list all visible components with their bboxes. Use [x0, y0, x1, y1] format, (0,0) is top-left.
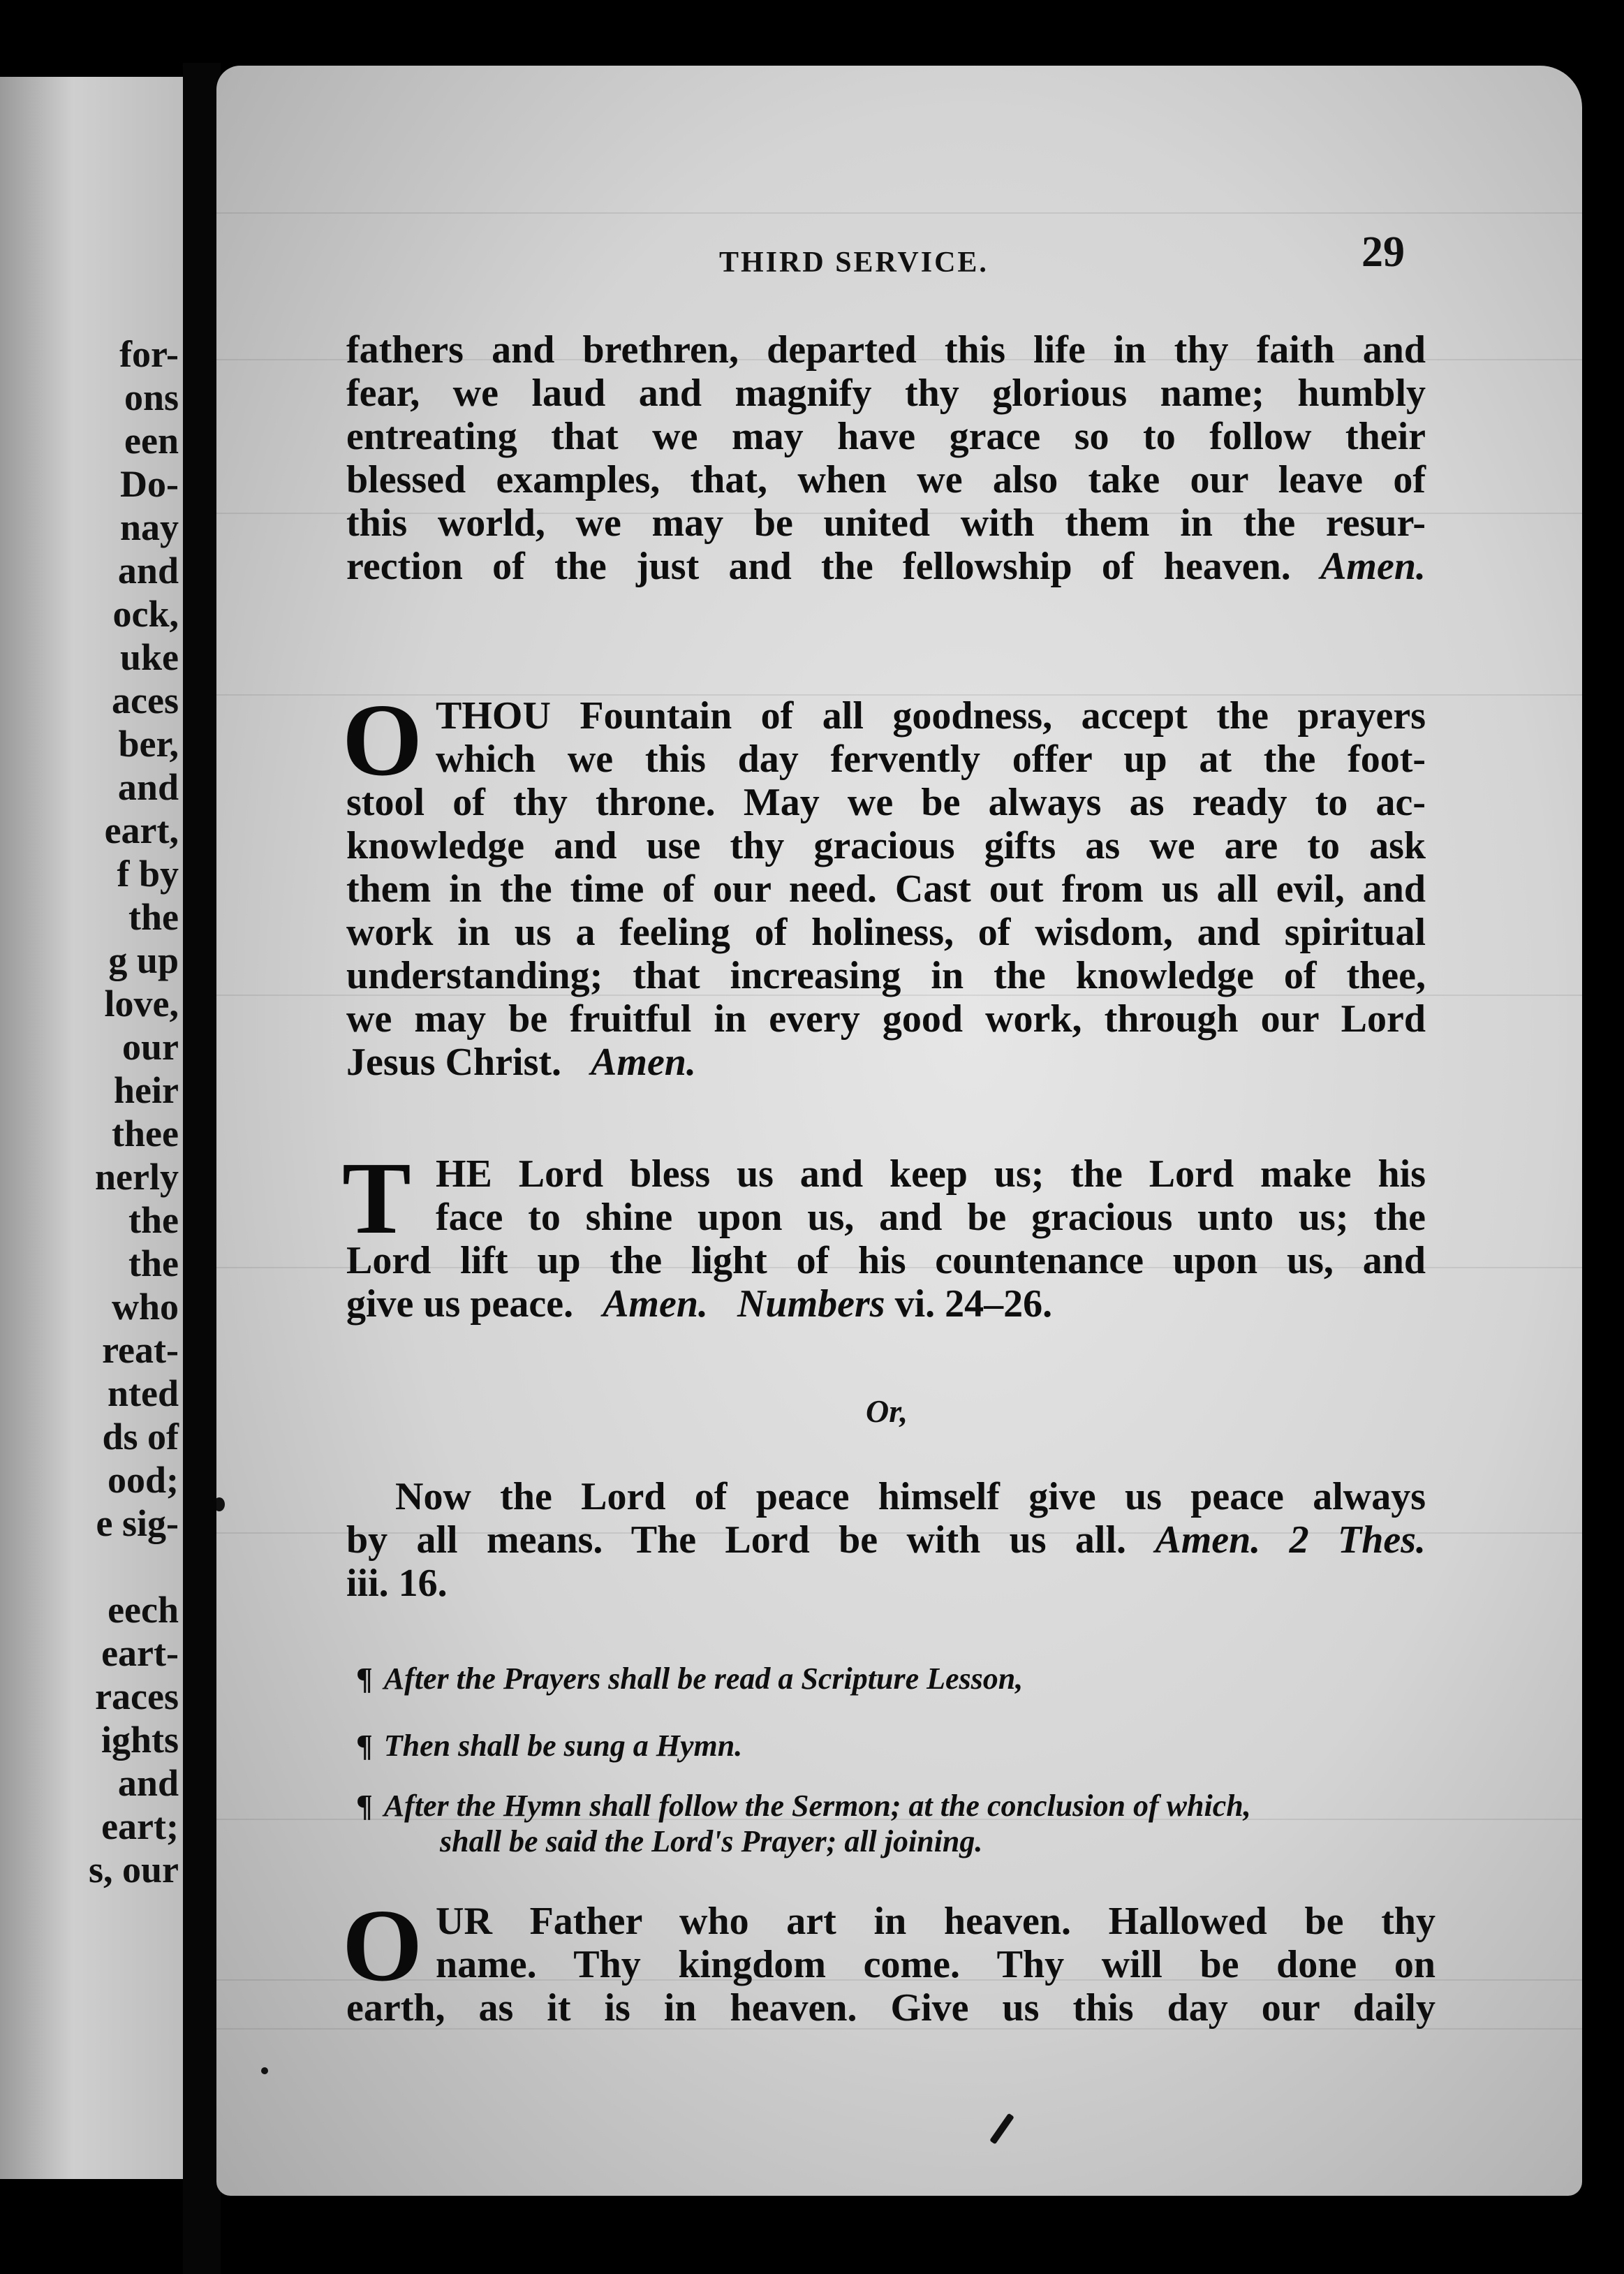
- text-line: fathers and brethren, departed this life in thy faith and: [346, 328, 1426, 372]
- text-line: knowledge and use thy gracious gifts as we are to ask: [346, 824, 1426, 867]
- text-line-last: [346, 545, 1426, 588]
- drop-cap: O: [342, 683, 423, 798]
- scan-line-artifact: [216, 212, 1582, 214]
- benediction-paragraph: [342, 1141, 1426, 1326]
- text-line: earth, as it is in heaven. Give us this day our daily: [346, 1986, 1435, 2030]
- previous-page-line: ds of: [102, 1416, 179, 1458]
- previous-page-line: nted: [107, 1372, 179, 1414]
- book-gutter: [183, 63, 221, 2274]
- previous-page-line: g up: [108, 939, 179, 981]
- previous-page-line: ood;: [107, 1459, 179, 1501]
- pilcrow-icon: ¶: [356, 1789, 373, 1823]
- scan-blemish: [216, 1497, 225, 1511]
- text-line: fear, we laud and magnify thy glorious name; humbly: [346, 372, 1426, 415]
- text-line: blessed examples, that, when we also take our leave of: [346, 458, 1426, 501]
- text-line: work in us a feeling of holiness, of wisdom, and spiritual: [346, 911, 1426, 954]
- text-line: face to shine upon us, and be gracious unto us; the: [436, 1196, 1426, 1239]
- citation-reference: vi. 24–26.: [894, 1282, 1053, 1326]
- scan-blemish: [989, 2113, 1014, 2144]
- text-line: [346, 1518, 1426, 1562]
- text-line-last: [346, 1041, 1426, 1084]
- running-head: THIRD SERVICE.: [719, 247, 989, 279]
- text-line: Now the Lord of peace himself give us peace always: [395, 1475, 1426, 1518]
- rubric-text: After the Prayers shall be read a Scripture Lesson,: [383, 1662, 1024, 1696]
- citation-book: 2 Thes.: [1289, 1518, 1426, 1562]
- previous-page-line: reat-: [102, 1329, 179, 1371]
- rubric-text: shall be said the Lord's Prayer; all joining.: [440, 1824, 983, 1858]
- citation-book: Numbers: [737, 1282, 885, 1326]
- previous-page-line: nerly: [95, 1156, 179, 1198]
- rubric-hymn: [356, 1728, 1445, 1763]
- text-line: which we this day fervently offer up at the foot-: [436, 738, 1426, 781]
- text-line: HE Lord bless us and keep us; the Lord make his: [436, 1152, 1426, 1196]
- lords-prayer: [342, 1888, 1435, 2030]
- previous-page-line: ons: [124, 376, 179, 418]
- previous-page-line: the: [128, 1242, 179, 1284]
- amen: Amen.: [591, 1041, 696, 1084]
- previous-page-line: ock,: [112, 593, 179, 635]
- previous-page-line: s, our: [88, 1849, 179, 1891]
- text-line-content: rection of the just and the fellowship of heaven.: [346, 545, 1291, 588]
- text-line-last: [346, 1282, 1426, 1326]
- alternative-benediction: [346, 1475, 1426, 1605]
- pilcrow-icon: ¶: [356, 1729, 373, 1763]
- previous-page-line: and: [117, 1762, 179, 1804]
- text-line: understanding; that increasing in the knowledge of thee,: [346, 954, 1426, 997]
- text-line-content: by all means. The Lord be with us all.: [346, 1518, 1127, 1562]
- prayer-paragraph: [342, 683, 1426, 1084]
- previous-page-edge: [0, 77, 183, 2179]
- amen: Amen.: [603, 1282, 708, 1326]
- previous-page-line: eech: [108, 1589, 179, 1631]
- text-line-last: iii. 16.: [346, 1562, 448, 1605]
- previous-page-line: f by: [117, 853, 179, 895]
- previous-page-line: Do-: [120, 463, 179, 505]
- text-line: this world, we may be united with them in the resur-: [346, 501, 1426, 545]
- text-line: name. Thy kingdom come. Thy will be done on: [436, 1943, 1435, 1986]
- amen: Amen.: [1155, 1518, 1261, 1562]
- previous-page-line: eart;: [101, 1805, 179, 1847]
- previous-page-line: our: [122, 1026, 179, 1068]
- rubric-sermon: [356, 1788, 1445, 1859]
- previous-page-line: eart-: [101, 1632, 179, 1674]
- previous-page-line: ights: [101, 1719, 179, 1761]
- previous-page-line: eart,: [104, 809, 179, 851]
- previous-page-line: and: [117, 550, 179, 592]
- text-line: Lord lift up the light of his countenance upon us, and: [346, 1239, 1426, 1282]
- text-line-content: give us peace.: [346, 1282, 574, 1326]
- text-line: entreating that we may have grace so to follow their: [346, 415, 1426, 458]
- rubric-text: Then shall be sung a Hymn.: [383, 1729, 743, 1763]
- previous-page-line: races: [95, 1675, 179, 1717]
- or-label: Or,: [866, 1393, 908, 1429]
- amen: Amen.: [1320, 545, 1426, 588]
- rubric-text: After the Hymn shall follow the Sermon; at the conclusion of which,: [383, 1789, 1251, 1823]
- rubric-scripture-lesson: [356, 1661, 1445, 1696]
- text-line: them in the time of our need. Cast out from us all evil, and: [346, 867, 1426, 911]
- text-line: THOU Fountain of all goodness, accept the prayers: [436, 694, 1426, 738]
- previous-page-line: love,: [104, 983, 179, 1025]
- previous-page-line: and: [117, 766, 179, 808]
- pilcrow-icon: ¶: [356, 1662, 373, 1696]
- text-line: stool of thy throne. May we be always as ready to ac-: [346, 781, 1426, 824]
- previous-page-line: the: [128, 896, 179, 938]
- previous-page-line: nay: [119, 506, 179, 548]
- previous-page-line: for-: [119, 333, 179, 375]
- page-number: 29: [1361, 228, 1405, 276]
- previous-page-line: uke: [119, 636, 179, 678]
- previous-page-line: een: [124, 420, 179, 462]
- previous-page-line: who: [111, 1286, 179, 1328]
- text-line: we may be fruitful in every good work, through our Lord: [346, 997, 1426, 1041]
- previous-page-line: heir: [114, 1069, 179, 1111]
- previous-page-line: e sig-: [96, 1502, 179, 1544]
- drop-cap: O: [342, 1888, 423, 2003]
- previous-page-line: ber,: [118, 723, 179, 765]
- page: [216, 66, 1582, 2196]
- previous-page-line: the: [128, 1199, 179, 1241]
- previous-page-line: aces: [112, 680, 179, 721]
- text-line-content: Jesus Christ.: [346, 1041, 562, 1084]
- scan-blemish: [261, 2067, 268, 2074]
- previous-page-line: thee: [112, 1113, 179, 1154]
- text-line: UR Father who art in heaven. Hallowed be thy: [436, 1900, 1435, 1943]
- paragraph-continuation: [346, 328, 1426, 588]
- drop-cap: T: [342, 1141, 411, 1256]
